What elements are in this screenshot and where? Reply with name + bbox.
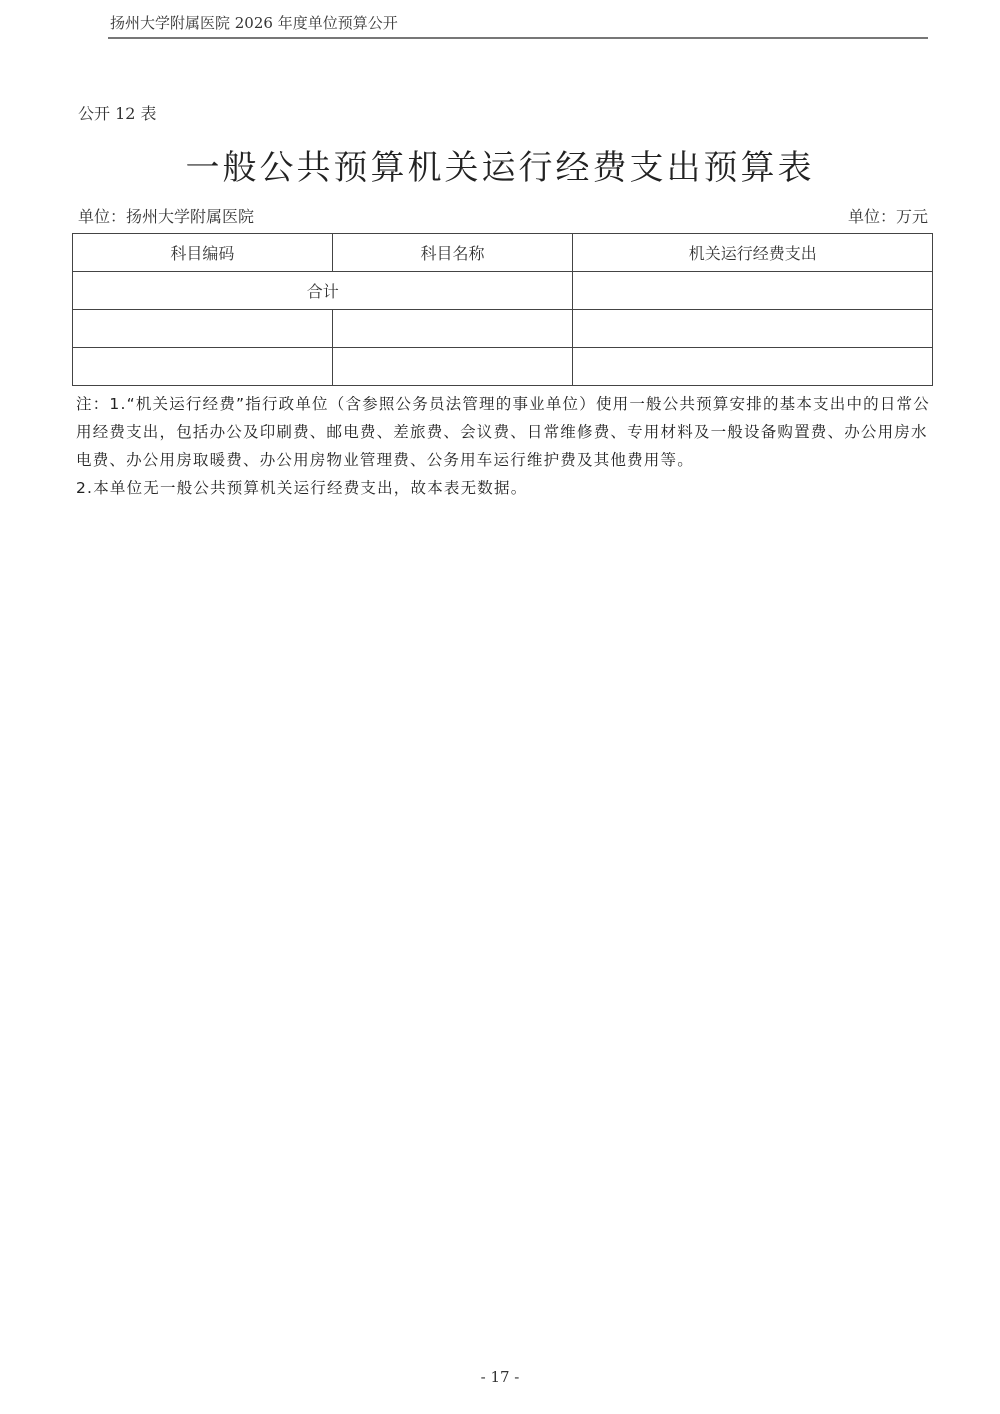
row-code — [73, 348, 333, 386]
budget-table — [72, 233, 933, 386]
note-1: 注：1.“机关运行经费”指行政单位（含参照公务员法管理的事业单位）使用一般公共预算安排的基本支出中的日常公用经费支出，包括办公及印刷费、邮电费、差旅费、会议费、日常维修费、专用材料及一般设备购置费、办公用房水电费、办公用房取暖费、办公用房物业管理费、公务用车运行维护费及其他费用等。 — [76, 395, 930, 469]
table-row — [73, 348, 933, 386]
unit-currency: 单位：万元 — [847, 207, 928, 226]
total-value — [573, 272, 933, 310]
notes-section — [76, 390, 936, 502]
row-amount — [573, 310, 933, 348]
table-total-row — [73, 272, 933, 310]
page-number: - 17 - — [480, 1368, 520, 1386]
total-label: 合计 — [73, 272, 573, 310]
table-row — [73, 310, 933, 348]
row-name — [332, 348, 573, 386]
row-code — [73, 310, 333, 348]
row-amount — [573, 348, 933, 386]
note-2: 2.本单位无一般公共预算机关运行经费支出，故本表无数据。 — [76, 479, 528, 497]
table-number: 公开 12 表 — [78, 104, 157, 123]
column-header-amount: 机关运行经费支出 — [573, 234, 933, 272]
column-header-code: 科目编码 — [73, 234, 333, 272]
table-header-row — [73, 234, 933, 272]
row-name — [332, 310, 573, 348]
unit-organization: 单位：扬州大学附属医院 — [78, 207, 255, 226]
column-header-name: 科目名称 — [332, 234, 573, 272]
running-header: 扬州大学附属医院 2026 年度单位预算公开 — [110, 14, 398, 32]
header-divider — [108, 37, 928, 39]
page-title: 一般公共预算机关运行经费支出预算表 — [185, 148, 815, 188]
